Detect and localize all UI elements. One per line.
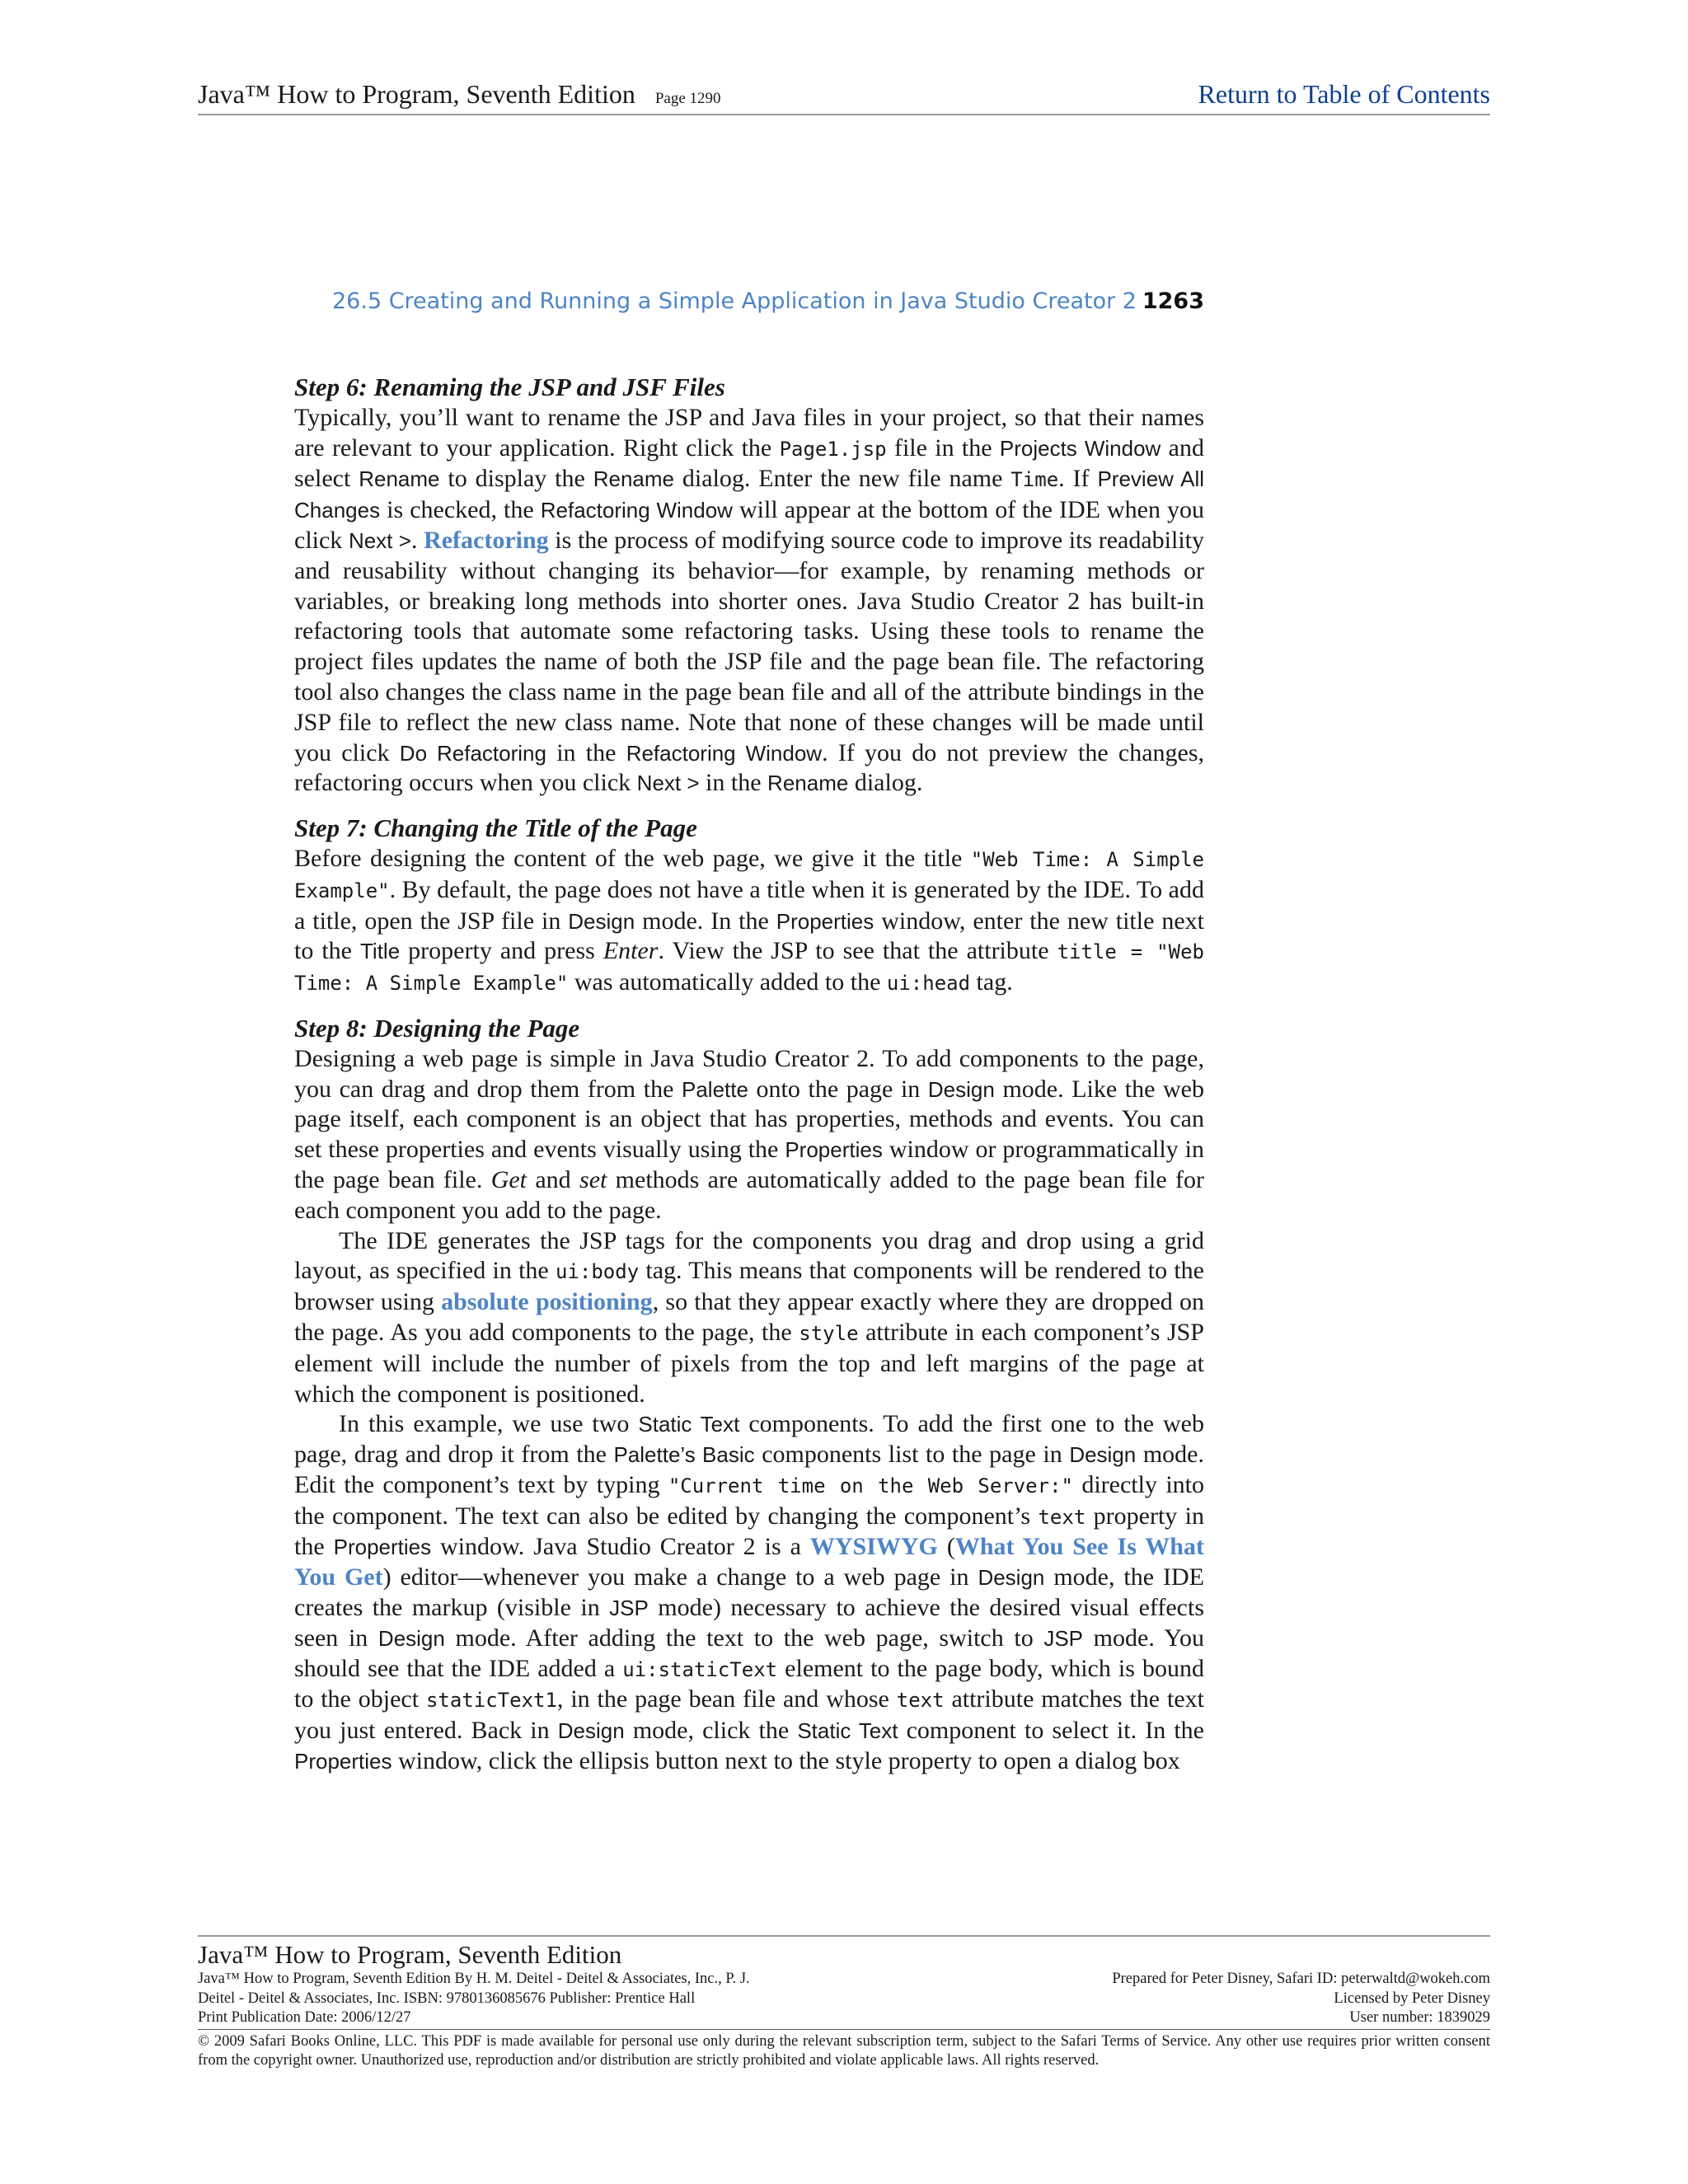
step8-paragraph-3: In this example, we use two Static Text components. To add the first one to the web page, drag and drop it from the Palette’s Basic components list to the page in Design mode. Edit the component’s text by typing "Current time on the Web Server:" directly into the component. The text can also be edited by changing the component’s text property in the Properties window. Java Studio Creator 2 is a WYSIWYG (What You See Is What You Get) editor—whenever you make a change to a web page in Design mode, the IDE creates the markup (visible in JSP mode) necessary to achieve the desired visual effects seen in Design mode. After adding the text to the web page, switch to JSP mode. You should see that the IDE added a ui:staticText element to the page body, which is bound to the object staticText1, in the page bean file and whose text attribute matches the text you just entered. Back in Design mode, click the Static Text component to select it. In the Properties window, click the ellipsis button next to the style property to open a dialog box (294, 1410, 1205, 1775)
page-body (294, 373, 1204, 1777)
wysiwyg-term: WYSIWYG (809, 1533, 938, 1561)
footer-copyright: © 2009 Safari Books Online, LLC. This PDF is made available for personal use only during the relevant subscription term, subject to the Safari Terms of Service. Any other use requires prior written consent from the copyright owner. Unauthorized use, reproduction and/or distribution are strictly prohibited and violate applicable laws. All rights reserved. (198, 2033, 1490, 2069)
page-footer (198, 1935, 1490, 2075)
footer-book-title: Java™ How to Program, Seventh Edition (198, 1940, 622, 1969)
wysiwyg-expansion-term: What You See Is What You Get (294, 1533, 1204, 1591)
step8-heading: Step 8: Designing the Page (294, 1013, 580, 1043)
section-title: 26.5 Creating and Running a Simple Application in Java Studio Creator 2 (332, 288, 1137, 314)
step7-heading: Step 7: Changing the Title of the Page (294, 813, 697, 843)
table-of-contents-link[interactable]: Return to Table of Contents (1198, 79, 1490, 109)
step6-heading: Step 6: Renaming the JSP and JSF Files (294, 373, 725, 401)
refactoring-term: Refactoring (424, 526, 549, 554)
step8-paragraph-1: Designing a web page is simple in Java Studio Creator 2. To add components to the page, you can drag and drop them from the Palette onto the page in Design mode. Like the web page itself, each component is an object that has properties, methods and events. You can set these properties and events visually using the Properties window or programmatically in the page bean file. Get and set methods are automatically added to the page bean file for each component you add to the page. (294, 1044, 1205, 1224)
book-title: Java™ How to Program, Seventh Edition Page 1290 (198, 79, 721, 109)
step6-paragraph: Typically, you’ll want to rename the JSP and Java files in your project, so that their names are relevant to your application. Right click the Page1.jsp file in the Projects Window and select Rename to display the Rename dialog. Enter the new file name Time. If Preview All Changes is checked, the Refactoring Window will appear at the bottom of the IDE when you click Next >. Refactoring is the process of modifying source code to improve its readability and reusability without changing its behavior—for example, by renaming methods or variables, or breaking long methods into shorter ones. Java Studio Creator 2 has built-in refactoring tools that automate some refactoring tasks. Using these tools to rename the project files updates the name of both the JSP file and the page bean file. The refactoring tool also changes the class name in the page bean file and all of the attribute bindings in the JSP file to reflect the new class name. Note that none of these changes will be made until you click Do Refactoring in the Refactoring Window. If you do not preview the changes, refactoring occurs when you click Next > in the Rename dialog. (294, 403, 1205, 797)
footer-divider (198, 2029, 1490, 2030)
page-header (198, 76, 1490, 115)
running-head (332, 288, 1204, 321)
page-label: Page 1290 (654, 90, 721, 107)
footer-license-info: Prepared for Peter Disney, Safari ID: peterwaltd@wokeh.com Licensed by Peter Disney User number: 1839029 (1112, 1971, 1490, 2026)
absolute-positioning-term: absolute positioning (441, 1288, 653, 1316)
step8-paragraph-2: The IDE generates the JSP tags for the components you drag and drop using a grid layout, as specified in the ui:body tag. This means that components will be rendered to the browser using absolute positioning, so that they appear exactly where they are dropped on the page. As you add components to the page, the style attribute in each component’s JSP element will include the number of pixels from the top and left margins of the page at which the component is positioned. (294, 1226, 1204, 1408)
footer-publication-info: Java™ How to Program, Seventh Edition By H. M. Deitel - Deitel & Associates, Inc., P. J. Deitel - Deitel & Associates, Inc. ISBN: 9780136085676 Publisher: Prentice Hall Print Publication Date: 2006/12/27 (198, 1971, 750, 2026)
step7-paragraph: Before designing the content of the web page, we give it the title "Web Time: A Simple Example". By default, the page does not have a title when it is generated by the IDE. To add a title, open the JSP file in Design mode. In the Properties window, enter the new title next to the Title property and press Enter. View the JSP to see that the attribute title = "Web Time: A Simple Example" was automatically added to the ui:head tag. (294, 844, 1205, 996)
page-number: 1263 (1142, 288, 1204, 314)
